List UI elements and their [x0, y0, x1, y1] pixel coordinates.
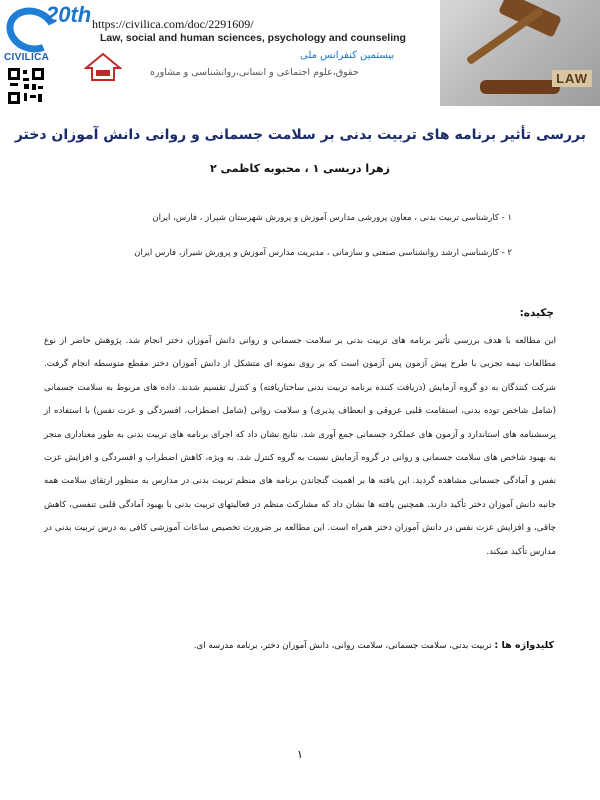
keywords [44, 640, 554, 651]
conference-topics-fa: حقوق،علوم اجتماعی و انسانی،روانشناسی و مشاوره [150, 67, 359, 78]
qr-code-icon[interactable] [8, 68, 44, 104]
conference-edition: 20th [46, 2, 92, 27]
law-tag: LAW [552, 70, 592, 87]
affiliation-2: ۲ - کارشناسی ارشد روانشناسی صنعتی و سازمانی ، مدیریت مدارس آموزش و پرورش شیراز، فارس ایران [134, 248, 512, 258]
civilica-logo-text: CIVILICA [4, 52, 50, 63]
affiliation-1: ۱ - کارشناسی تربیت بدنی ، معاون پرورشی مدارس آموزش و پرورش شهرستان شیراز ، فارس، ایران [152, 213, 512, 223]
conference-subtitle-en: Law, social and human sciences, psychology and counseling [100, 32, 406, 44]
gavel-base-icon [480, 80, 560, 94]
page-number: ۱ [297, 748, 303, 761]
abstract-heading: چکیده: [519, 307, 554, 319]
paper-title: بررسی تأثیر برنامه های تربیت بدنی بر سلامت جسمانی و روانی دانش آموزان دختر [14, 127, 586, 143]
gavel-image [440, 0, 600, 106]
abstract-text: این مطالعه با هدف بررسی تأثیر برنامه های تربیت بدنی بر سلامت جسمانی و روانی دانش آموزان دختر انجام شد. پژوهش حاضر از نوع مطالعات نیمه تجربی با طرح پیش آزمون پس آزمون است که بر روی نمونه ای متشکل از دانش آموزان دختر مقطع متوسطه انجام گرفت. شرکت کنندگان به دو گروه آزمایش (دریافت کننده برنامه تربیت بدنی ساختاریافته) و کنترل تقسیم شدند. داده های مربوط به سلامت جسمانی (شامل شاخص توده بدنی، استقامت قلبی عروقی و انعطاف پذیری) و سلامت روانی (شامل اضطراب، افسردگی و عزت نفس) با استفاده از پرسشنامه های استاندارد و آزمون های عملکرد جسمانی جمع آوری شد. نتایج نشان داد که اجرای برنامه های تربیت بدنی به طور معناداری منجر به بهبود شاخص های سلامت جسمانی و روانی در گروه آزمایش نسبت به گروه کنترل شد. به ویژه، کاهش اضطراب و افسردگی و افزایش عزت نفس و آمادگی جسمانی مشاهده گردید. این یافته ها بر اهمیت گنجاندن برنامه های منظم تربیت بدنی در مدارس به منظور ارتقای سلامت همه جانبه دانش آموزان دختر تأکید دارند. همچنین یافته ها نشان داد که مشارکت منظم در فعالیتهای تربیت بدنی با بهبود آمادگی قلبی تنفسی، کاهش چاقی، و افزایش عزت نفس در دانش آموزان دختر همراه است. این مطالعه بر ضرورت تخصیص ساعات آموزشی کافی به درس تربیت بدنی در مدارس تأکید میکند. [44, 336, 556, 557]
conference-name-fa: بیستمین کنفرانس ملی [300, 50, 395, 61]
conference-banner [0, 0, 600, 108]
keywords-label: کلیدواژه ها : [494, 640, 554, 651]
paper-authors: زهرا دریسی ۱ ، محبوبه کاظمی ۲ [210, 162, 390, 175]
keywords-text: تربیت بدنی، سلامت جسمانی، سلامت روانی، دانش آموزان دختر، برنامه مدرسه ای. [193, 641, 492, 651]
document-url[interactable]: https://civilica.com/doc/2291609/ [92, 17, 254, 31]
house-logo-icon [84, 52, 122, 82]
